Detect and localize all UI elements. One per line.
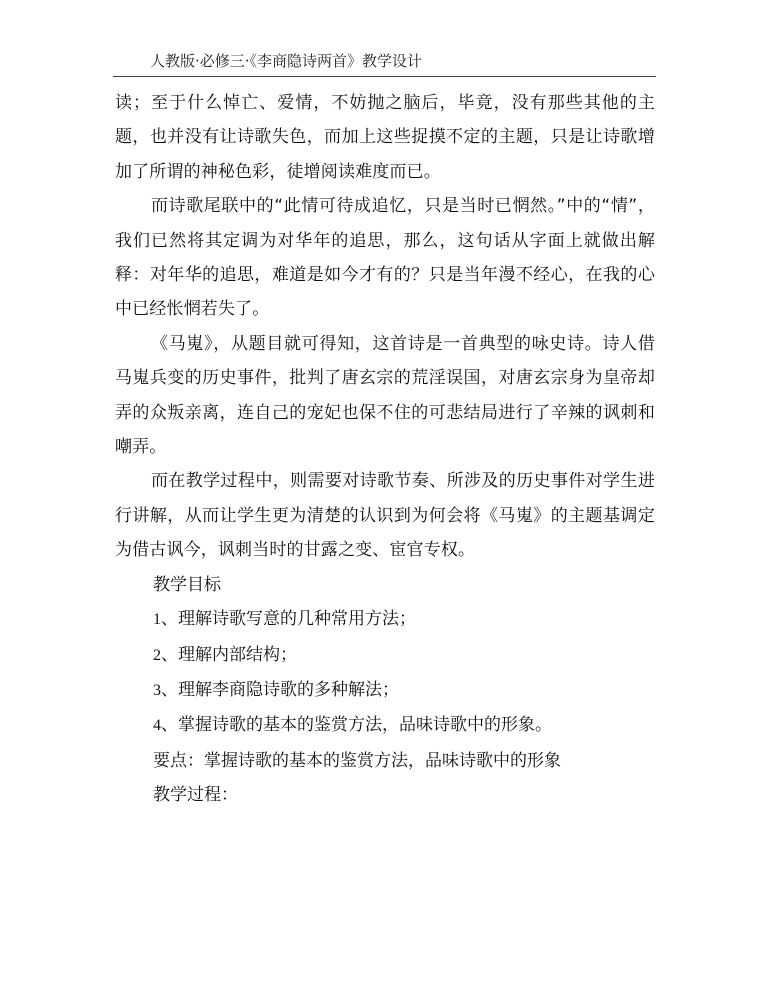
- objective-item: [153, 602, 655, 637]
- objective-number: 3: [153, 681, 161, 699]
- document-body: [115, 86, 655, 813]
- objective-separator: 、: [161, 644, 178, 665]
- objective-number: 1: [153, 611, 161, 629]
- objective-item: [153, 673, 655, 708]
- objective-item: [153, 708, 655, 743]
- process-heading: 教学过程：: [153, 785, 238, 806]
- objective-item: [153, 638, 655, 673]
- header-divider: [113, 76, 656, 77]
- objective-number: 4: [153, 717, 161, 735]
- page-header: 人教版·必修三·《李商隐诗两首》教学设计: [150, 52, 423, 70]
- objective-separator: 、: [161, 715, 178, 736]
- objective-separator: 、: [161, 679, 178, 700]
- objective-text: 理解内部结构；: [178, 644, 297, 665]
- objective-text: 掌握诗歌的基本的鉴赏方法，品味诗歌中的形象。: [178, 715, 552, 736]
- objectives-heading: 教学目标: [153, 574, 221, 595]
- paragraph-continuation: 读；至于什么悼亡、爱情，不妨抛之脑后，毕竟，没有那些其他的主题，也并没有让诗歌失色，而加上这些捉摸不定的主题，只是让诗歌增加了所谓的神秘色彩，徒增阅读难度而已。: [115, 93, 655, 182]
- objective-number: 2: [153, 646, 161, 664]
- objective-text: 理解诗歌写意的几种常用方法；: [178, 609, 416, 630]
- paragraph-teaching-process: 而在教学过程中，则需要对诗歌节奏、所涉及的历史事件对学生进行讲解，从而让学生更为清楚的认识到为何会将《马嵬》的主题基调定为借古讽今，讽刺当时的甘露之变、宦官专权。: [115, 471, 655, 561]
- paragraph-mawei-intro: 《马嵬》，从题目就可得知，这首诗是一首典型的咏史诗。诗人借马嵬兵变的历史事件，批判了唐玄宗的荒淫误国，对唐玄宗身为皇帝却弄的众叛亲离，连自己的宠妃也保不住的可悲结局进行了辛辣的讽刺和嘲弄。: [115, 333, 655, 458]
- objective-text: 理解李商隐诗歌的多种解法；: [178, 679, 399, 700]
- objective-separator: 、: [161, 609, 178, 630]
- paragraph-final-couplet: 而诗歌尾联中的“此情可待成追忆，只是当时已惘然。”中的“情”，我们已然将其定调为对华年的追思，那么，这句话从字面上就做出解释：对年华的追思，难道是如今才有的？只是当年漫不经心，在我的心中已经怅惘若失了。: [115, 196, 655, 320]
- key-point: 要点：掌握诗歌的基本的鉴赏方法，品味诗歌中的形象: [153, 750, 561, 771]
